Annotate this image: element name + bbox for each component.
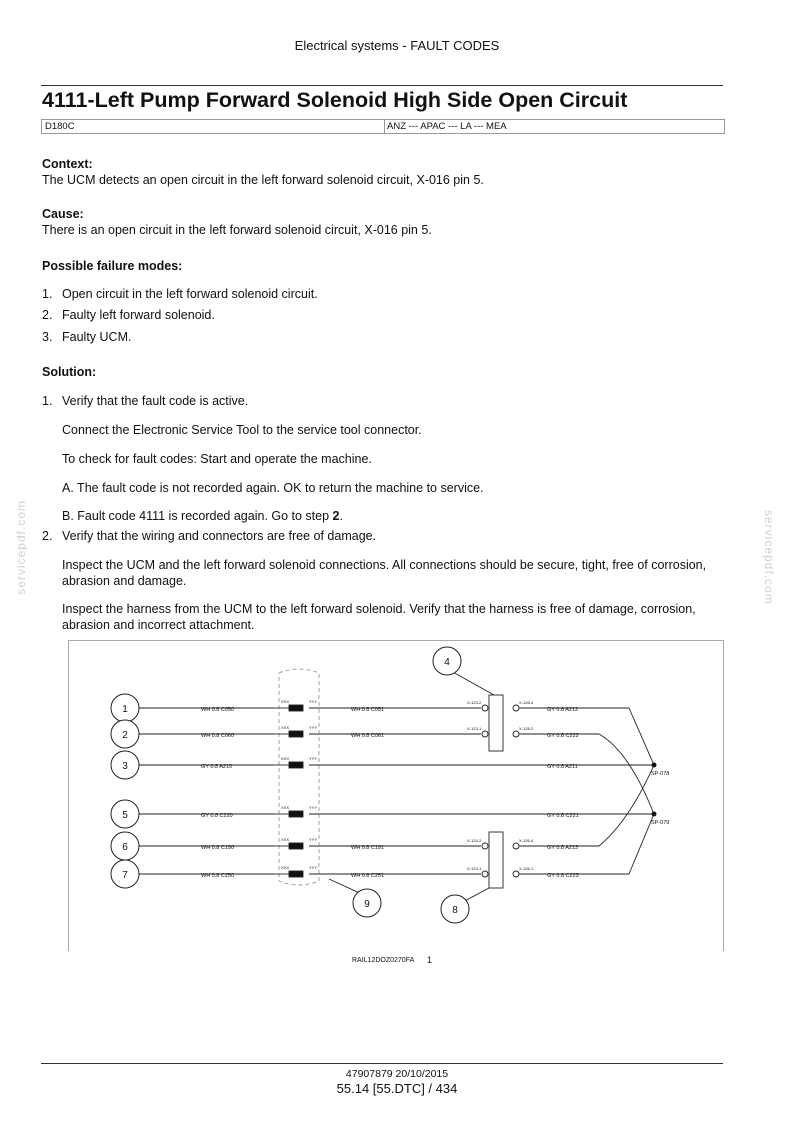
splice-dot [652, 763, 657, 768]
step-1-option-b: B. Fault code 4111 is recorded again. Go to step 2. [62, 509, 343, 523]
pin-label: X-123-1 [467, 726, 482, 731]
step-link[interactable]: 2 [332, 509, 340, 523]
wire-label: WH 0.8 C251 [351, 873, 385, 879]
callout-5: 5 [122, 810, 128, 821]
callout-4: 4 [444, 657, 450, 668]
wire-label: GY 0.8 A212 [547, 707, 579, 713]
cause-section [42, 206, 726, 238]
callout-8: 8 [452, 905, 458, 916]
context-section [42, 156, 726, 188]
cause-text: There is an open circuit in the left forward solenoid circuit, X-016 pin 5. [42, 223, 432, 237]
solution-heading: Solution: [42, 365, 97, 379]
wire-label: GY 0.8 A213 [547, 845, 579, 851]
wire-label: WH 0.8 C060 [201, 733, 235, 739]
wiring-diagram-svg [69, 641, 723, 951]
failure-modes-heading: Possible failure modes: [42, 259, 183, 273]
figure-reference: RAIL12DOZ0270FA [352, 957, 415, 964]
list-item: 2. Faulty left forward solenoid. [42, 308, 215, 322]
pin-label: X-128-4 [519, 700, 534, 705]
step-2: 2. Verify that the wiring and connectors are free of damage. [42, 529, 377, 543]
conn-label: XXX [281, 725, 290, 730]
conn-label: XXX [281, 756, 290, 761]
pin-label: X-123-2 [467, 700, 482, 705]
step-1: 1. Verify that the fault code is active. [42, 394, 249, 408]
footer-rule [41, 1063, 723, 1064]
pin-label: X-124-2 [467, 838, 482, 843]
wire-label: WH 0.8 C051 [351, 707, 385, 713]
wire-label: GY 0.8 C221 [547, 813, 579, 819]
splice-label: SP-078 [651, 771, 670, 777]
callout-7: 7 [122, 870, 128, 881]
list-item: 1. Open circuit in the left forward solenoid circuit. [42, 287, 318, 301]
wire-label: GY 0.8 C223 [547, 873, 579, 879]
wire-label: GY 0.8 A210 [201, 764, 233, 770]
step-2-p2: Inspect the harness from the UCM to the left forward solenoid. Verify that the harness is free of damage, corrosion, abrasion and incorrect attachment. [62, 602, 696, 632]
wire-label: GY 0.8 C220 [201, 813, 233, 819]
pin-label: X-128-2 [519, 726, 534, 731]
model-label: D180C [45, 121, 75, 132]
conn-label: YYY [309, 865, 318, 870]
callout-1: 1 [122, 704, 128, 715]
splice-label: SP-079 [651, 820, 670, 826]
conn-label: XXX [281, 865, 290, 870]
conn-label: YYY [309, 756, 318, 761]
page-title: 4111-Left Pump Forward Solenoid High Side Open Circuit [42, 88, 628, 112]
callout-3: 3 [122, 761, 128, 772]
pin-label: X-126-1 [519, 866, 534, 871]
cause-heading: Cause: [42, 207, 84, 221]
conn-label: YYY [309, 699, 318, 704]
wire-label: WH 0.8 C050 [201, 707, 235, 713]
wire-label: WH 0.8 C061 [351, 733, 385, 739]
watermark-left: servicepdf.com [14, 500, 28, 595]
wire-label: WH 0.8 C250 [201, 873, 235, 879]
wire-label: WH 0.8 C190 [201, 845, 235, 851]
step-1-option-a: A. The fault code is not recorded again. OK to return the machine to service. [62, 481, 484, 495]
footer-page-number: 55.14 [55.DTC] / 434 [336, 1081, 458, 1096]
watermark-right: servicepdf.com [762, 510, 776, 605]
pin-label: X-126-4 [519, 838, 534, 843]
conn-label: XXX [281, 805, 290, 810]
conn-label: XXX [281, 837, 290, 842]
step-1-p1: Connect the Electronic Service Tool to the service tool connector. [62, 423, 422, 437]
wire-label: GY 0.8 A211 [547, 764, 578, 770]
conn-label: XXX [281, 699, 290, 704]
regions-label: ANZ --- APAC --- LA --- MEA [384, 120, 507, 133]
conn-label: YYY [309, 725, 318, 730]
figure-number: 1 [427, 955, 433, 965]
context-heading: Context: [42, 157, 93, 171]
conn-label: YYY [309, 837, 318, 842]
wire-label: WH 0.8 C191 [351, 845, 385, 851]
pin-row [289, 705, 303, 877]
callout-2: 2 [122, 730, 128, 741]
list-item: 3. Faulty UCM. [42, 330, 132, 344]
conn-label: YYY [309, 805, 318, 810]
wiring-diagram [68, 640, 724, 951]
header-rule [41, 85, 723, 86]
context-text: The UCM detects an open circuit in the left forward solenoid circuit, X-016 pin 5. [42, 173, 484, 187]
step-1-p2: To check for fault codes: Start and operate the machine. [62, 452, 372, 466]
splice-dot [652, 812, 657, 817]
callout-6: 6 [122, 842, 128, 853]
step-2-p1: Inspect the UCM and the left forward solenoid connections. All connections should be secure, tight, free of corrosion, abrasion and damage. [62, 558, 707, 588]
footer-doc-id: 47907879 20/10/2015 [345, 1068, 449, 1080]
pin-label: X-124-1 [467, 866, 482, 871]
page-header: Electrical systems - FAULT CODES [294, 38, 500, 53]
applicability-bar [41, 119, 725, 134]
wire-label: GY 0.8 C222 [547, 733, 579, 739]
callout-9: 9 [364, 899, 370, 910]
